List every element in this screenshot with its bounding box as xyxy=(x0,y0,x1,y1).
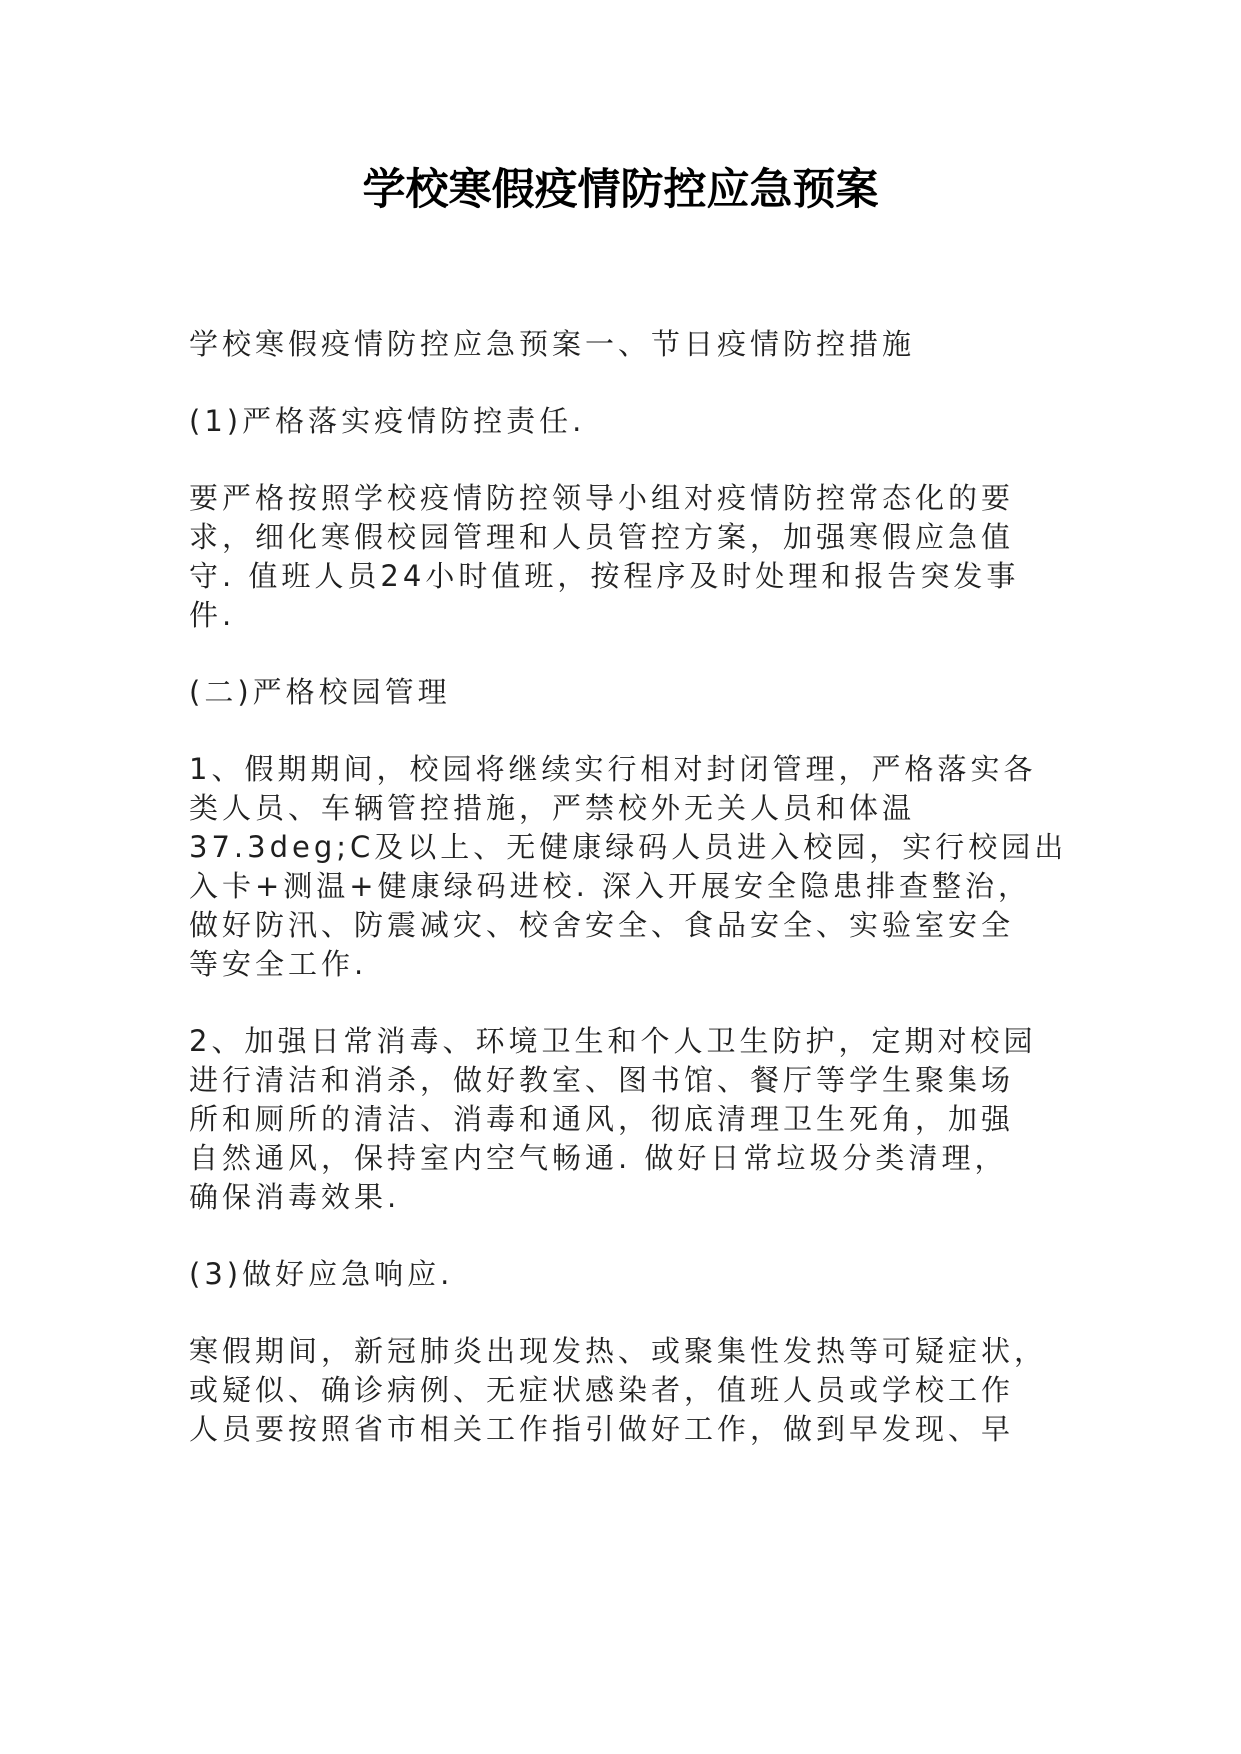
text-line: 进行清洁和消杀，做好教室、图书馆、餐厅等学生聚集场 xyxy=(189,1063,1015,1097)
document-title: 学校寒假疫情防控应急预案 xyxy=(362,165,879,215)
text-line: 确保消毒效果. xyxy=(189,1180,401,1214)
text-line: 或疑似、确诊病例、无症状感染者，值班人员或学校工作 xyxy=(189,1373,1015,1407)
paragraph-intro xyxy=(189,325,1069,364)
paragraph-campus-management xyxy=(189,750,1069,984)
text-line: 37.3deg;C及以上、无健康绿码人员进入校园，实行校园出 xyxy=(189,830,1068,864)
text-line: 做好防汛、防震减灾、校舍安全、食品安全、实验室安全 xyxy=(189,908,1015,942)
document-body xyxy=(189,325,1069,1487)
text-line: 类人员、车辆管控措施，严禁校外无关人员和体温 xyxy=(189,791,916,825)
text-line: 求，细化寒假校园管理和人员管控方案，加强寒假应急值 xyxy=(189,520,1015,554)
text-line: 所和厕所的清洁、消毒和通风，彻底清理卫生死角，加强 xyxy=(189,1102,1015,1136)
section-heading: (1)严格落实疫情防控责任. xyxy=(189,404,586,438)
section-heading: (二)严格校园管理 xyxy=(189,675,451,709)
text-line: 2、加强日常消毒、环境卫生和个人卫生防护，定期对校园 xyxy=(189,1024,1037,1058)
paragraph-heading-1 xyxy=(189,402,1069,441)
text-line: 自然通风，保持室内空气畅通. 做好日常垃圾分类清理， xyxy=(189,1141,1008,1175)
text-line: 入卡+测温+健康绿码进校. 深入开展安全隐患排查整治， xyxy=(189,869,1032,903)
paragraph-emergency xyxy=(189,1332,1069,1449)
section-heading: (3)做好应急响应. xyxy=(189,1257,454,1291)
text-line: 1、假期期间，校园将继续实行相对封闭管理，严格落实各 xyxy=(189,752,1037,786)
text-line: 人员要按照省市相关工作指引做好工作，做到早发现、早 xyxy=(189,1412,1015,1446)
paragraph-heading-3 xyxy=(189,1255,1069,1294)
text-line: 等安全工作. xyxy=(189,947,368,981)
text-line: 要严格按照学校疫情防控领导小组对疫情防控常态化的要 xyxy=(189,481,1015,515)
text-line: 寒假期间，新冠肺炎出现发热、或聚集性发热等可疑症状， xyxy=(189,1334,1048,1368)
paragraph-disinfection xyxy=(189,1022,1069,1217)
paragraph-heading-2 xyxy=(189,673,1069,712)
text-line: 学校寒假疫情防控应急预案一、节日疫情防控措施 xyxy=(189,327,916,361)
text-line: 件. xyxy=(189,598,236,632)
text-line: 守. 值班人员24小时值班，按程序及时处理和报告突发事 xyxy=(189,559,1020,593)
paragraph-duty xyxy=(189,479,1069,635)
